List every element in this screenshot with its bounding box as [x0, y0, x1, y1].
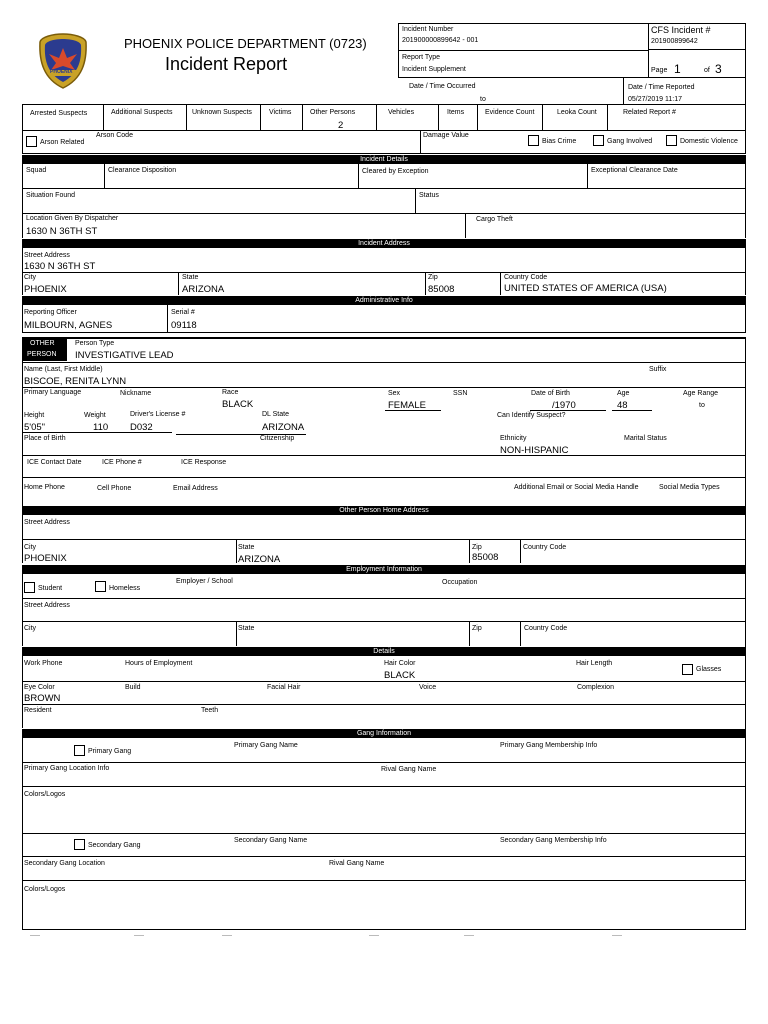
employment-bar: Employment Information [22, 565, 746, 574]
dl-state-value: ARIZONA [262, 422, 305, 433]
incident-country-label: Country Code [504, 274, 548, 281]
cfs-number: 201900899642 [651, 38, 698, 45]
damage-value-label: Damage Value [423, 132, 469, 139]
primary-gang-checkbox[interactable] [74, 745, 85, 756]
teeth-label: Teeth [201, 707, 219, 714]
additional-email-label: Additional Email or Social Media Handle [514, 484, 639, 491]
ice-contact-date-label: ICE Contact Date [27, 459, 82, 466]
domestic-violence-checkbox[interactable] [666, 135, 677, 146]
hair-color-value: BLACK [384, 670, 416, 681]
weight-value: 110 [93, 422, 109, 433]
home-city-label: City [24, 544, 37, 551]
glasses-label: Glasses [696, 666, 722, 673]
incident-country-value: UNITED STATES OF AMERICA (USA) [504, 283, 667, 294]
homeless-label: Homeless [109, 585, 141, 592]
facial-hair-label: Facial Hair [267, 684, 301, 691]
hair-color-label: Hair Color [384, 660, 416, 667]
rival-gang-name-label: Rival Gang Name [381, 766, 437, 773]
resident-label: Resident [24, 707, 52, 714]
person-type-label: Person Type [75, 340, 115, 347]
arson-code-label: Arson Code [96, 132, 133, 139]
other-persons-count: 2 [338, 120, 344, 131]
ethnicity-label: Ethnicity [500, 435, 527, 442]
page-bottom-edge [22, 935, 746, 938]
name-value: BISCOE, RENITA LYNN [24, 376, 127, 387]
height-value: 5'05" [24, 422, 46, 433]
additional-suspects-label: Additional Suspects [111, 109, 173, 116]
ethnicity-value: NON-HISPANIC [500, 445, 569, 456]
employment-state-label: State [238, 625, 255, 632]
incident-state-label: State [182, 274, 199, 281]
secondary-gang-checkbox[interactable] [74, 839, 85, 850]
suffix-label: Suffix [649, 366, 667, 373]
logo-text: PHOENIX [50, 69, 73, 75]
squad-label: Squad [26, 167, 47, 174]
primary-gang-membership-label: Primary Gang Membership Info [500, 742, 598, 749]
location-dispatcher-value: 1630 N 36TH ST [26, 226, 98, 237]
complexion-label: Complexion [577, 684, 614, 691]
place-of-birth-label: Place of Birth [24, 435, 66, 442]
cell-phone-label: Cell Phone [97, 485, 132, 492]
colors-logos-2-label: Colors/Logos [24, 886, 66, 893]
citizenship-label: Citizenship [260, 435, 295, 442]
arrested-suspects-label: Arrested Suspects [30, 110, 88, 117]
gang-involved-checkbox[interactable] [593, 135, 604, 146]
employment-country-label: Country Code [524, 625, 568, 632]
related-report-label: Related Report # [623, 109, 676, 116]
incident-city-value: PHOENIX [24, 284, 67, 295]
other-person-tag-line2: PERSON [27, 351, 57, 358]
situation-found-label: Situation Found [26, 192, 76, 199]
clearance-disposition-label: Clearance Disposition [108, 167, 177, 174]
employer-school-label: Employer / School [176, 578, 233, 585]
department-badge-logo [37, 32, 89, 90]
of-label: of [704, 67, 710, 74]
drivers-license-value: D032 [130, 422, 153, 433]
height-label: Height [24, 412, 45, 419]
serial-label: Serial # [171, 309, 195, 316]
occupation-label: Occupation [442, 579, 478, 586]
cleared-by-exception-label: Cleared by Exception [362, 168, 429, 175]
age-range-to: to [699, 402, 705, 409]
race-value: BLACK [222, 399, 254, 410]
nickname-label: Nickname [120, 390, 152, 397]
home-city-value: PHOENIX [24, 553, 67, 564]
home-phone-label: Home Phone [24, 484, 65, 491]
victims-label: Victims [269, 109, 292, 116]
home-state-value: ARIZONA [238, 554, 281, 565]
dob-label: Date of Birth [531, 390, 570, 397]
evidence-count-label: Evidence Count [485, 109, 535, 116]
age-value: 48 [617, 400, 628, 411]
page-label: Page [651, 67, 668, 74]
arson-related-checkbox[interactable] [26, 136, 37, 147]
primary-gang-location-label: Primary Gang Location Info [24, 765, 110, 772]
employment-zip-label: Zip [472, 625, 482, 632]
social-media-types-label: Social Media Types [659, 484, 720, 491]
name-label: Name (Last, First Middle) [24, 366, 103, 373]
occurred-label: Date / Time Occurred [409, 83, 476, 90]
report-type-label: Report Type [402, 54, 441, 61]
department-name: PHOENIX POLICE DEPARTMENT (0723) [124, 36, 367, 51]
primary-gang-name-label: Primary Gang Name [234, 742, 298, 749]
gang-information-bar: Gang Information [22, 729, 746, 738]
primary-language-label: Primary Language [24, 389, 82, 396]
identify-suspect-label: Can Identify Suspect? [497, 412, 566, 419]
incident-details-bar: Incident Details [22, 155, 746, 164]
age-range-label: Age Range [683, 390, 719, 397]
glasses-checkbox[interactable] [682, 664, 693, 675]
incident-zip-value: 85008 [428, 284, 455, 295]
incident-street-value: 1630 N 36TH ST [24, 261, 96, 272]
secondary-gang-location-label: Secondary Gang Location [24, 860, 105, 867]
incident-state-value: ARIZONA [182, 284, 225, 295]
reported-value: 05/27/2019 11:17 [628, 96, 682, 103]
page-total: 3 [715, 62, 722, 76]
homeless-checkbox[interactable] [95, 581, 106, 592]
incident-zip-label: Zip [428, 274, 438, 281]
ssn-label: SSN [453, 390, 468, 397]
status-label: Status [419, 192, 439, 199]
ice-phone-label: ICE Phone # [102, 459, 142, 466]
primary-gang-label: Primary Gang [88, 748, 132, 755]
phoenix-badge-icon [37, 32, 89, 90]
student-checkbox[interactable] [24, 582, 35, 593]
page-number: 1 [674, 62, 681, 76]
hair-length-label: Hair Length [576, 660, 613, 667]
bias-crime-label: Bias Crime [542, 138, 577, 145]
eye-color-label: Eye Color [24, 684, 55, 691]
exceptional-clearance-date-label: Exceptional Clearance Date [591, 167, 678, 174]
arson-related-label: Arson Related [40, 139, 85, 146]
marital-status-label: Marital Status [624, 435, 667, 442]
build-label: Build [125, 684, 141, 691]
age-label: Age [617, 390, 630, 397]
reported-label: Date / Time Reported [628, 84, 695, 91]
incident-street-label: Street Address [24, 252, 70, 259]
home-country-label: Country Code [523, 544, 567, 551]
reporting-officer-value: MILBOURN, AGNES [24, 320, 113, 331]
race-label: Race [222, 389, 239, 396]
home-zip-label: Zip [472, 544, 482, 551]
items-label: Items [447, 109, 465, 116]
dl-state-label: DL State [262, 411, 289, 418]
domestic-violence-label: Domestic Violence [680, 138, 738, 145]
bias-crime-checkbox[interactable] [528, 135, 539, 146]
sex-label: Sex [388, 390, 401, 397]
email-label: Email Address [173, 485, 218, 492]
incident-city-label: City [24, 274, 37, 281]
home-street-label: Street Address [24, 519, 70, 526]
weight-label: Weight [84, 412, 106, 419]
secondary-gang-label: Secondary Gang [88, 842, 141, 849]
incident-address-bar: Incident Address [22, 239, 746, 248]
cargo-theft-label: Cargo Theft [476, 216, 513, 223]
other-person-tag-line1: OTHER [30, 340, 55, 347]
ice-response-label: ICE Response [181, 459, 227, 466]
rival-gang-name-2-label: Rival Gang Name [329, 860, 385, 867]
incident-number: 201900000899642 - 001 [402, 37, 479, 44]
voice-label: Voice [419, 684, 437, 691]
home-state-label: State [238, 544, 255, 551]
unknown-suspects-label: Unknown Suspects [192, 109, 252, 116]
incident-number-label: Incident Number [402, 26, 454, 33]
leoka-count-label: Leoka Count [557, 109, 597, 116]
cfs-label: CFS Incident # [651, 25, 711, 35]
eye-color-value: BROWN [24, 693, 61, 704]
sex-value: FEMALE [388, 400, 427, 411]
location-dispatcher-label: Location Given By Dispatcher [26, 215, 119, 222]
colors-logos-label: Colors/Logos [24, 791, 66, 798]
drivers-license-label: Driver's License # [130, 411, 186, 418]
home-address-bar: Other Person Home Address [22, 506, 746, 515]
hours-employment-label: Hours of Employment [125, 660, 193, 667]
home-zip-value: 85008 [472, 552, 499, 563]
other-persons-label: Other Persons [310, 109, 356, 116]
occurred-to: to [480, 96, 486, 103]
dob-value: /1970 [552, 400, 576, 411]
person-type-value: INVESTIGATIVE LEAD [75, 350, 174, 361]
serial-value: 09118 [171, 320, 197, 331]
student-label: Student [38, 585, 63, 592]
secondary-gang-name-label: Secondary Gang Name [234, 837, 308, 844]
employment-city-label: City [24, 625, 37, 632]
secondary-gang-membership-label: Secondary Gang Membership Info [500, 837, 607, 844]
vehicles-label: Vehicles [388, 109, 415, 116]
gang-involved-label: Gang Involved [607, 138, 653, 145]
details-bar: Details [22, 647, 746, 656]
page-title: Incident Report [165, 54, 288, 74]
reporting-officer-label: Reporting Officer [24, 309, 77, 316]
report-type: Incident Supplement [402, 66, 466, 73]
administrative-info-bar: Administrative Info [22, 296, 746, 305]
work-phone-label: Work Phone [24, 660, 63, 667]
employment-street-label: Street Address [24, 602, 70, 609]
